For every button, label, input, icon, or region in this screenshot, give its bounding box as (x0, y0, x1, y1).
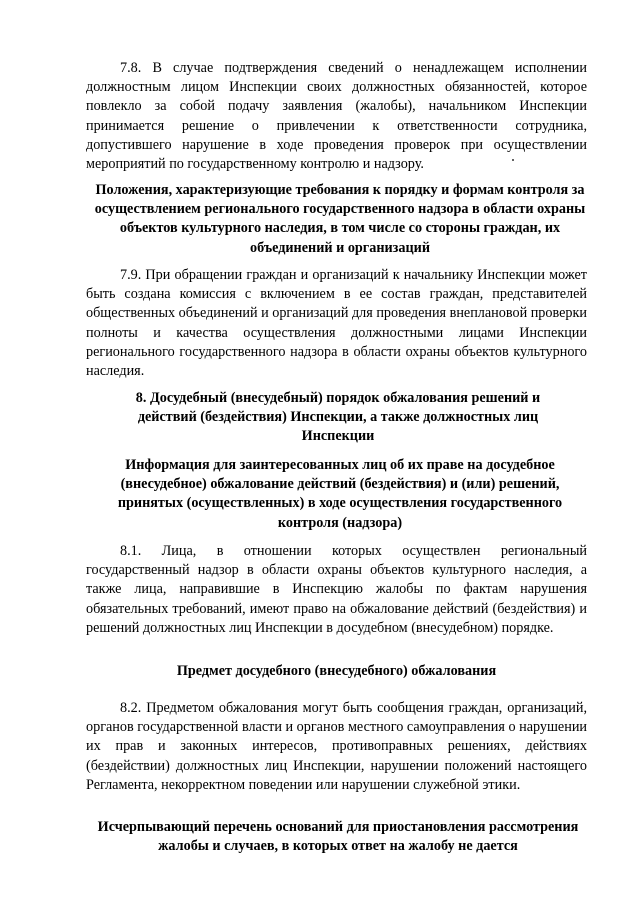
heading-section-8: 8. Досудебный (внесудебный) порядок обжалования решений и действий (бездействия) Инспекции, а также должностных лиц Инспекции (135, 390, 541, 445)
stray-dot (512, 159, 514, 161)
heading-appeal-subject: Предмет досудебного (внесудебного) обжалования (176, 663, 497, 679)
paragraph-7-9: 7.9. При обращении граждан и организаций к начальнику Инспекции может быть создана комиссия с включением в ее состав граждан, представителей общественных объединений и организаций для проведения внеплановой проверки полноты и качества осуществления должностными лицами Инспекции регионального государственного надзора в области охраны объектов культурного наследия. (86, 267, 587, 380)
heading-control-requirements: Положения, характеризующие требования к порядку и формам контроля за осуществлением регионального государственного надзора в области охраны объектов культурного наследия, в том числе со стороны граждан, их объединений и организаций (94, 182, 586, 256)
heading-information: Информация для заинтересованных лиц об их праве на досудебное (внесудебное) обжалование действий (бездействия) и (или) решений, принятых (осуществленных) в ходе осуществления государственного контроля (надзора) (117, 457, 563, 531)
heading-suspension-grounds: Исчерпывающий перечень оснований для приостановления рассмотрения жалобы и случаев, в которых ответ на жалобу не дается (97, 819, 579, 855)
paragraph-8-1: 8.1. Лица, в отношении которых осуществлен региональный государственный надзор в области охраны объектов культурного наследия, а также лица, направившие в Инспекцию жалобы по фактам нарушения обязательных требований, имеют право на обжалование действий (бездействия) и решений должностных лиц Инспекции в досудебном (внесудебном) порядке. (86, 543, 587, 636)
paragraph-8-2: 8.2. Предметом обжалования могут быть сообщения граждан, организаций, органов государственной власти и органов местного самоуправления о нарушении их прав и законных интересов, противоправных решениях, действиях (бездействии) должностных лиц Инспекции, нарушении положений настоящего Регламента, некорректном поведении или нарушении служебной этики. (86, 700, 587, 793)
paragraph-7-8: 7.8. В случае подтверждения сведений о ненадлежащем исполнении должностным лицом Инспекции своих должностных обязанностей, которое повлекло за собой подачу заявления (жалобы), начальником Инспекции принимается решение о привлечении к ответственности сотрудника, допустившего нарушение в ходе проведения проверок при осуществлении мероприятий по государственному контролю и надзору. (86, 60, 587, 173)
